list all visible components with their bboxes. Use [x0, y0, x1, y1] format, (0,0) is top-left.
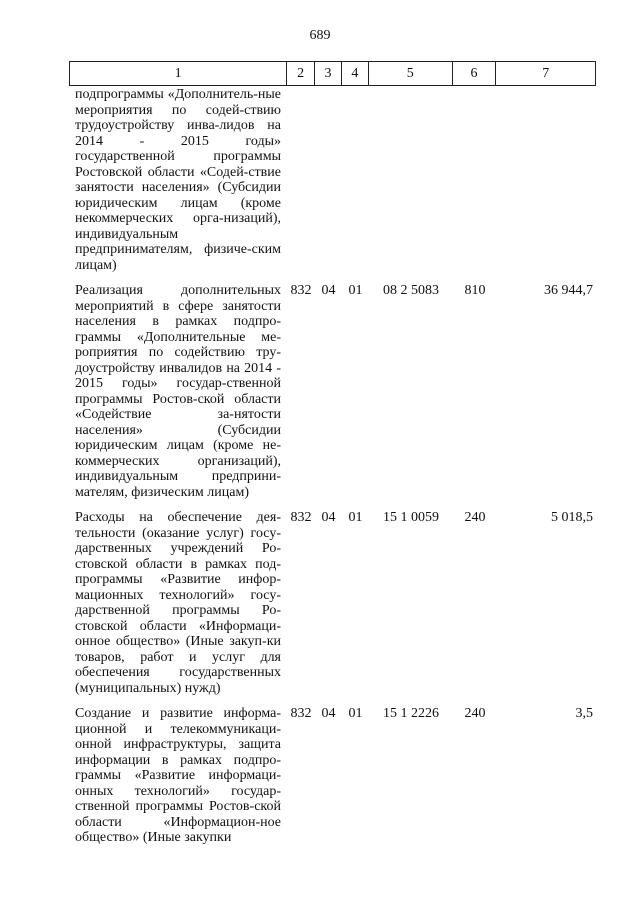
column-header-2: 2 — [287, 62, 315, 85]
page-number: 689 — [309, 28, 331, 43]
row-description: Реализация дополнительных мероприятий в сфере занятости населения в рамках подпро-граммы «Дополнительные ме-роприятия по содействию тру-доустройству инвалидов на 2014 - 2015 годы» государ-ственной программы Ростов-ской области «Содействие за-нятости населения» (Субсидии юридическим лицам (кроме не-коммерческих организаций), индивидуальным предприни-мателям, физическим лицам) — [75, 283, 281, 500]
row-section-code: 04 — [321, 283, 336, 298]
column-header-7: 7 — [542, 66, 550, 81]
table-row — [69, 706, 596, 846]
row-amount: 5 018,5 — [551, 510, 593, 525]
table-body — [69, 87, 596, 846]
row-target-article: 08 2 5083 — [383, 283, 439, 298]
row-ministry-code: 832 — [290, 283, 312, 298]
column-header-3: 3 — [315, 62, 342, 85]
column-header-6: 6 — [453, 62, 497, 85]
column-header-4: 4 — [342, 62, 369, 85]
row-description: Расходы на обеспечение дея-тельности (оказание услуг) госу-дарственных учреждений Ро-стовской области в рамках под-программы «Развитие инфор-мационных технологий» госу-дарственной программы Ро-стовской области «Информаци-онное общество» (Иные закуп-ки товаров, работ и услуг для обеспечения государственных (муниципальных) нужд) — [75, 510, 281, 696]
table-header-row — [69, 61, 596, 86]
row-target-article: 15 1 0059 — [383, 510, 439, 525]
row-subsection-code: 01 — [348, 706, 363, 721]
row-description: подпрограммы «Дополнитель-ные мероприятия по содей-ствию трудоустройству инва-лидов на 2014 - 2015 годы» государственной программы Ростовской области «Содей-ствие занятости населения» (Субсидии юридическим лицам (кроме некоммерческих орга-низаций), индивидуальным предпринимателям, физиче-ским лицам) — [75, 87, 281, 273]
row-expense-type: 240 — [464, 706, 486, 721]
row-description: Создание и развитие информа-ционной и телекоммуникаци-онной инфраструктуры, защита информации в рамках подпро-граммы «Развитие информаци-онных технологий» государ-ственной программы Ростов-ской области «Информацион-ное общество» (Иные закупки — [75, 706, 281, 845]
table-row — [69, 510, 596, 696]
row-amount: 36 944,7 — [544, 283, 593, 298]
table-row — [69, 87, 596, 273]
table-row — [69, 283, 596, 500]
row-section-code: 04 — [321, 510, 336, 525]
row-expense-type: 240 — [464, 510, 486, 525]
row-section-code: 04 — [321, 706, 336, 721]
row-subsection-code: 01 — [348, 510, 363, 525]
row-ministry-code: 832 — [290, 706, 312, 721]
row-subsection-code: 01 — [348, 283, 363, 298]
column-header-1: 1 — [70, 62, 287, 85]
row-amount: 3,5 — [575, 706, 593, 721]
column-header-5: 5 — [369, 62, 453, 85]
row-expense-type: 810 — [464, 283, 486, 298]
row-target-article: 15 1 2226 — [383, 706, 439, 721]
row-ministry-code: 832 — [290, 510, 312, 525]
